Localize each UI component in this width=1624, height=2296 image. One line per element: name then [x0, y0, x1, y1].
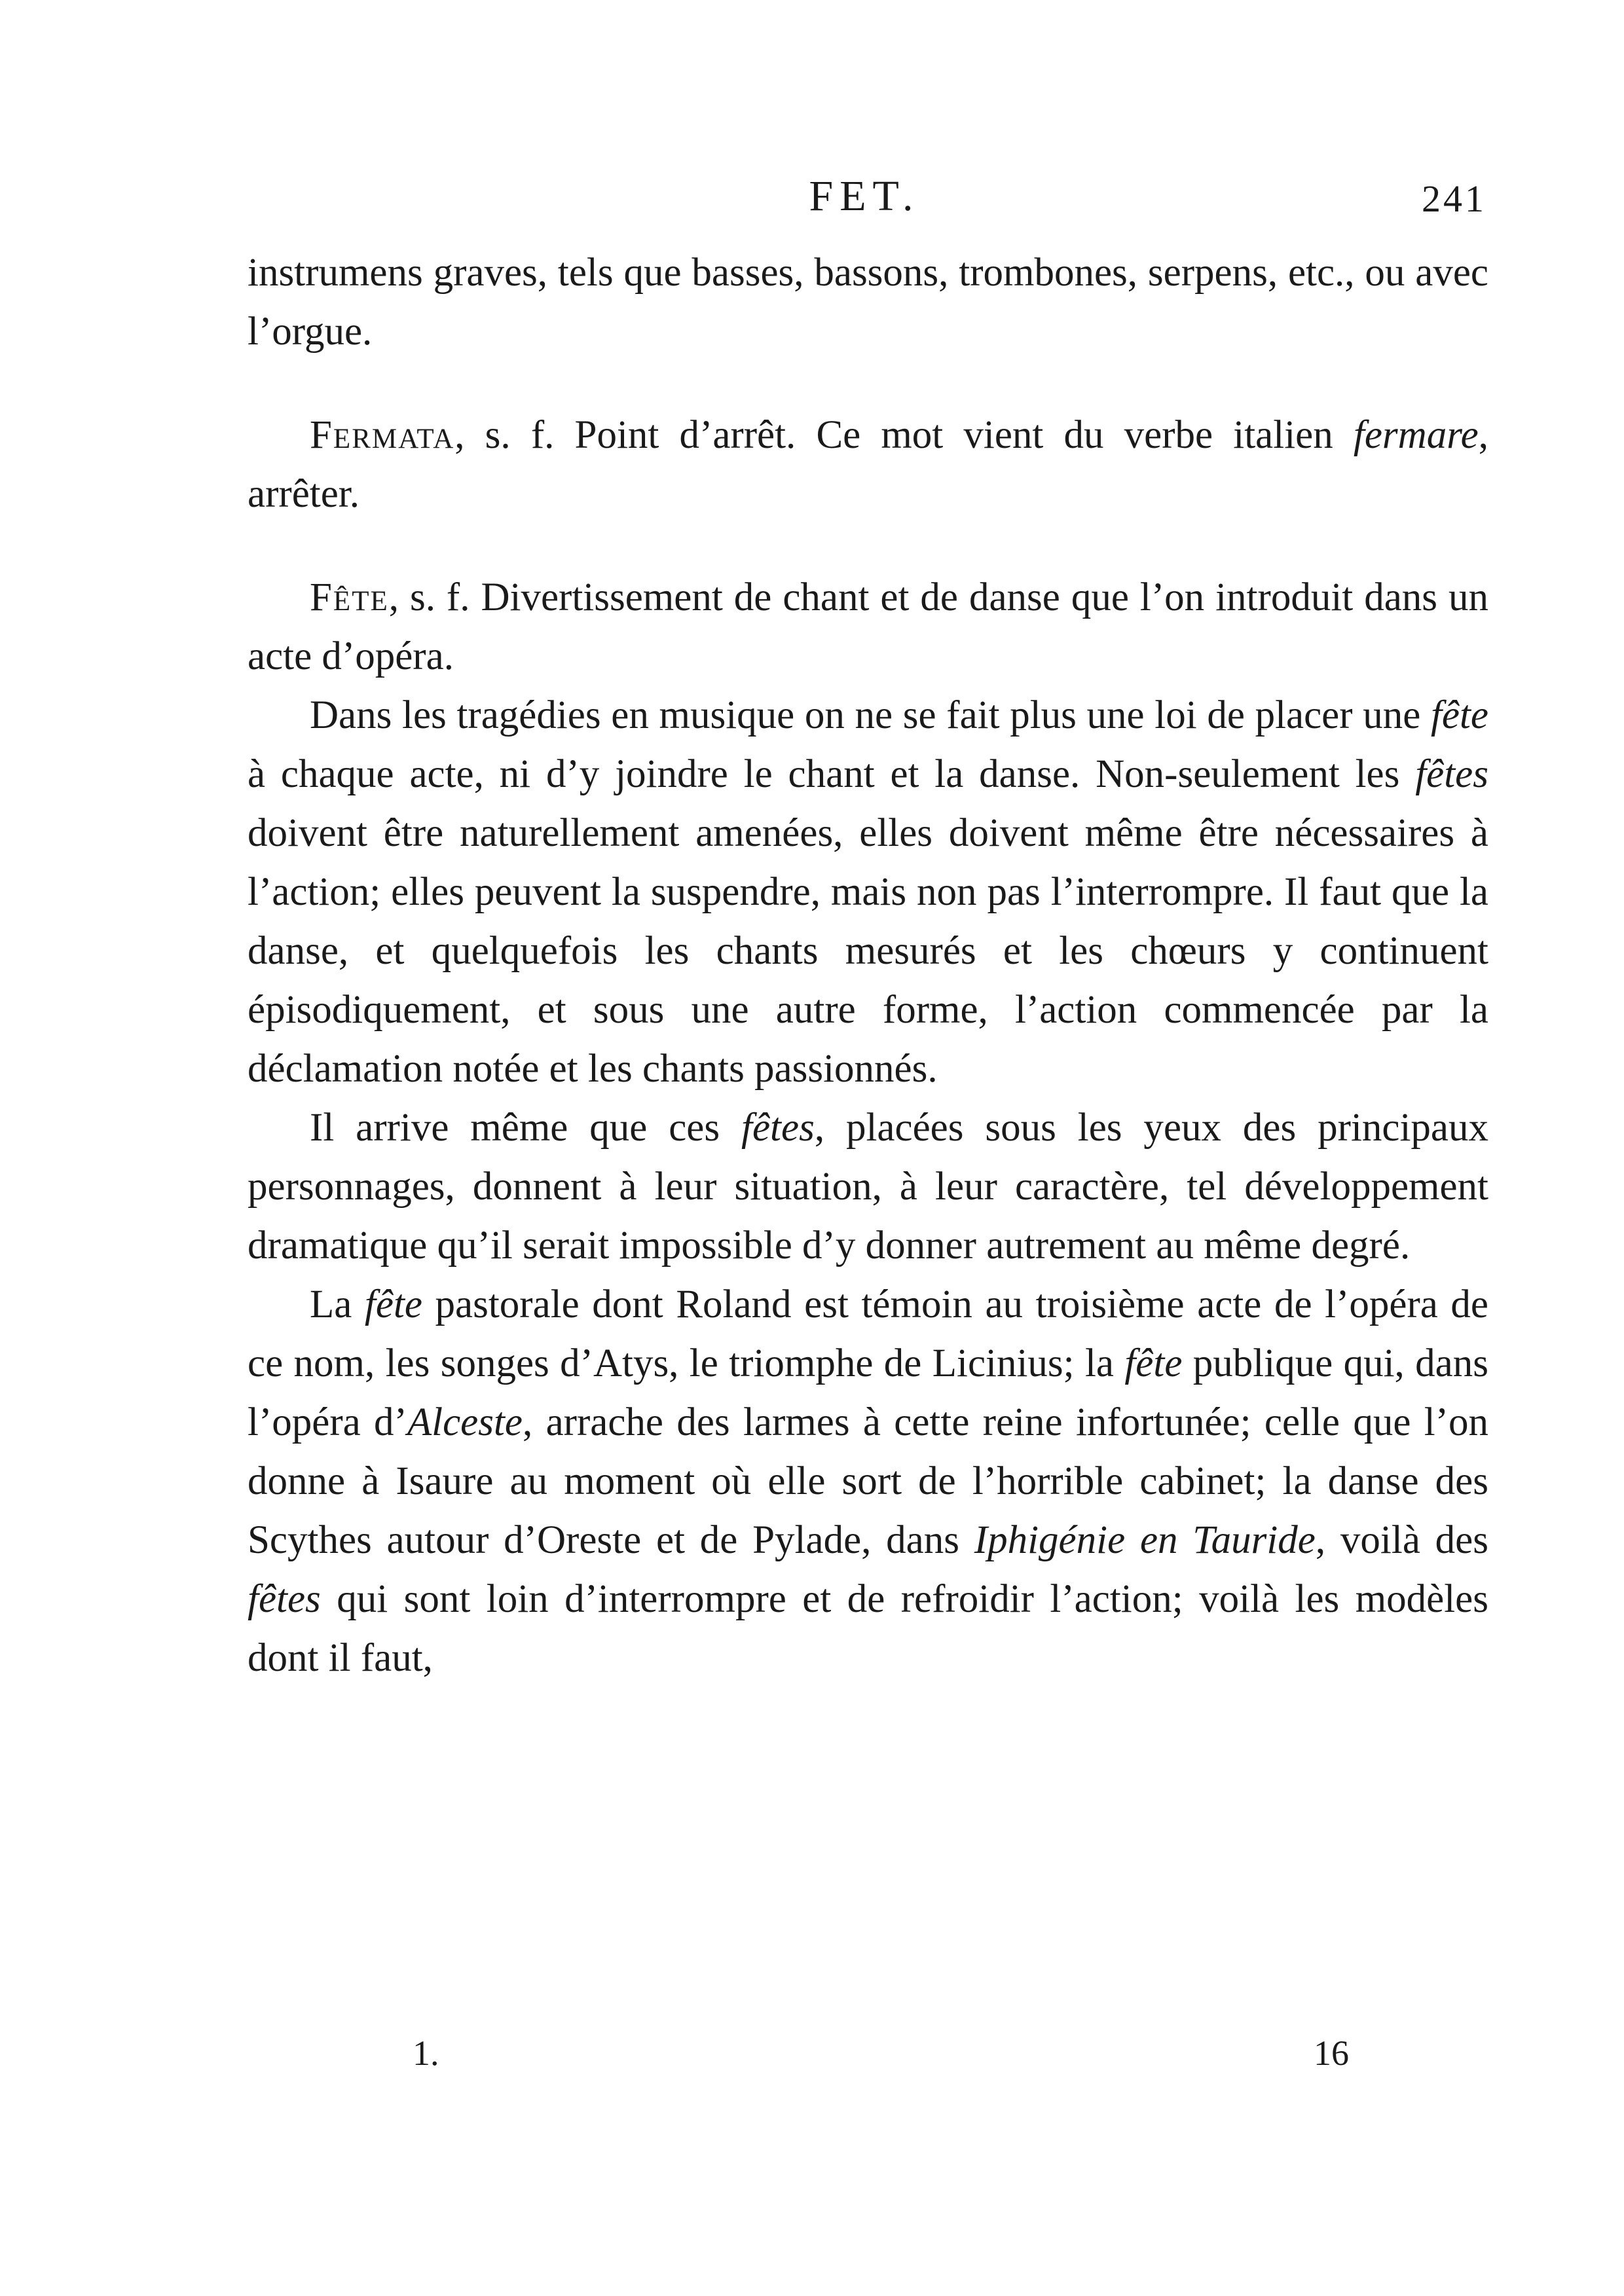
text-run: publique qui, dans l’opéra d’ [248, 1341, 1488, 1444]
text-run: , s. f. Divertissement de chant et de danse que l’on introduit dans un acte d’opéra. [248, 575, 1488, 678]
running-title: FET. [809, 172, 920, 220]
text-run: doivent être naturellement amenées, elles doivent même être nécessaires à l’action; elles peuvent la suspendre, mais non pas l’interrompre. Il faut que la danse, et quelquefois les chants mesurés et les chœurs y continuent épisodiquement, et sous une autre forme, l’action commencée par la déclamation notée et les chants passionnés. [248, 811, 1488, 1091]
italic-term: Alceste [407, 1400, 523, 1444]
text-run: Dans les tragédies en musique on ne se fait plus une loi de placer une [310, 693, 1431, 737]
text-run: instrumens graves, tels que basses, bassons, trombones, serpens, etc., ou avec l’orgue. [248, 251, 1488, 354]
paragraph-il-arrive [248, 1099, 1488, 1275]
italic-term: fête [1124, 1341, 1183, 1385]
italic-term: Iphigénie en Tauride [974, 1518, 1316, 1562]
text-run: à chaque acte, ni d’y joindre le chant et la danse. Non-seulement les [248, 752, 1416, 796]
italic-term: fête [364, 1283, 422, 1326]
body-text [248, 244, 1488, 1688]
text-run: La [310, 1283, 365, 1326]
text-run: , s. f. Point d’arrêt. Ce mot vient du verbe italien [454, 413, 1354, 457]
italic-term: fête [1430, 693, 1488, 737]
page-number: 241 [1422, 177, 1486, 220]
paragraph-continuation [248, 244, 1488, 361]
text-run: qui sont loin d’interrompre et de refroidir l’action; voilà les modèles dont il faut, [248, 1577, 1488, 1680]
text-run: Il arrive même que ces [310, 1106, 742, 1150]
entry-fete [248, 568, 1488, 686]
italic-term: fêtes [741, 1106, 815, 1150]
text-run: pastorale dont Roland est témoin au troisième acte de l’opéra de ce nom, les songes d’Atys, le triomphe de Licinius; la [248, 1283, 1488, 1385]
headword: Fête [310, 575, 389, 619]
text-run: , placées sous les yeux des principaux personnages, donnent à leur situation, à leur caractère, tel développement dramatique qu’il serait impossible d’y donner autrement au même degré. [248, 1106, 1488, 1267]
entry-fermata [248, 406, 1488, 524]
headword: Fermata [310, 413, 455, 457]
italic-term: fêtes [1415, 752, 1488, 796]
text-run: , arrache des larmes à cette reine infortunée; celle que l’on donne à Isaure au moment où elle sort de l’horrible cabinet; la danse des Scythes autour d’Oreste et de Pylade, dans [248, 1400, 1488, 1562]
running-head [242, 172, 1486, 230]
italic-term: fermare [1353, 413, 1479, 457]
page-footer [413, 2033, 1349, 2085]
text-run: , voilà des [1315, 1518, 1488, 1562]
italic-term: fêtes [248, 1577, 321, 1621]
text-run: , arrêter. [248, 413, 1488, 516]
paragraph-tragedies [248, 686, 1488, 1099]
paragraph-la-fete-pastorale [248, 1275, 1488, 1688]
gathering-number: 16 [1314, 2033, 1349, 2073]
signature-mark: 1. [413, 2033, 439, 2073]
